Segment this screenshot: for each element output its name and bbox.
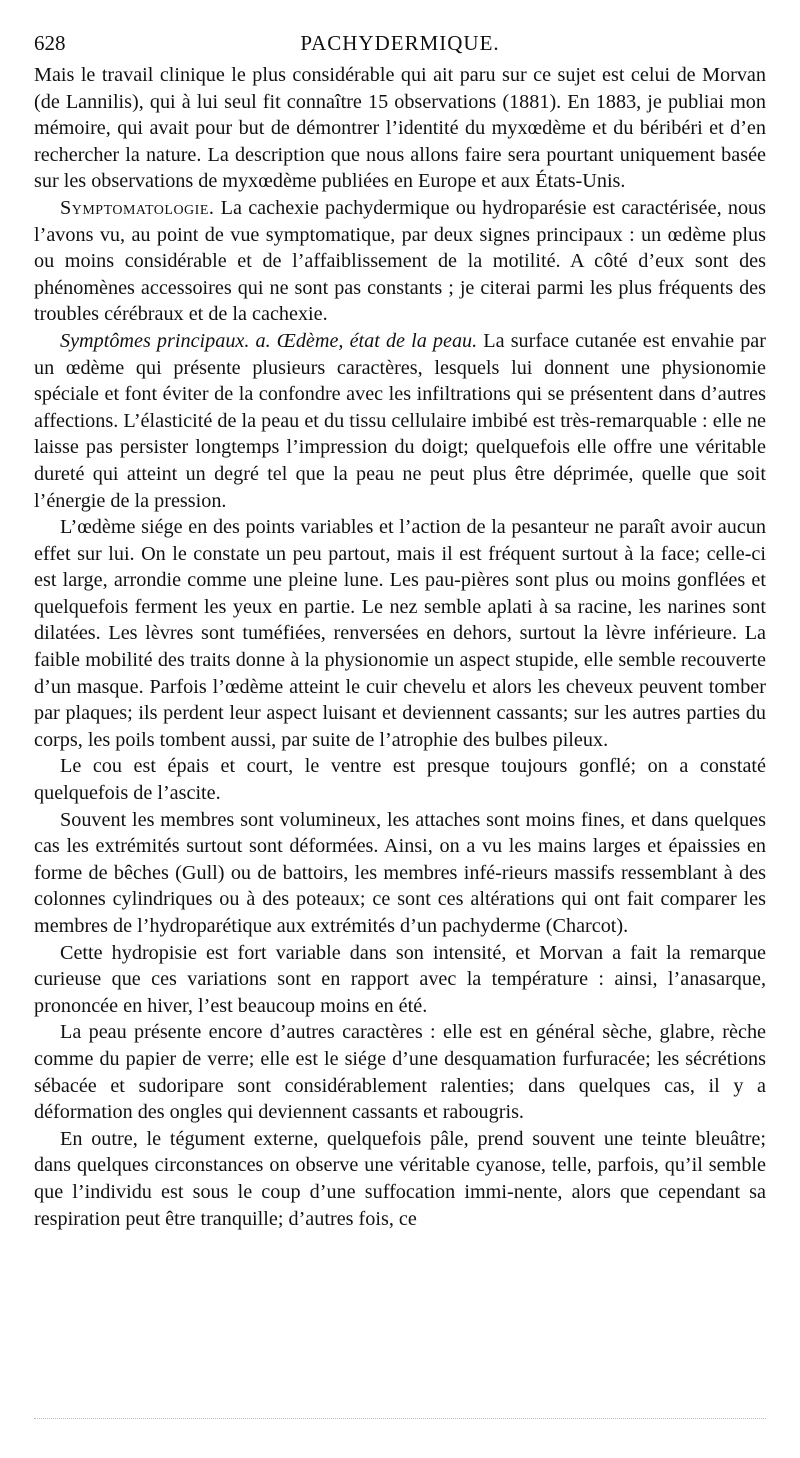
body-text [34, 62, 766, 1232]
page-number: 628 [34, 31, 66, 55]
paragraph-text: La peau présente encore d’autres caractères : elle est en général sèche, glabre, rèche comme du papier de verre; elle est le siége d’une desquamation furfuracée; les sécrétions sébacée et sudoripare sont considérablement ralenties; dans quelques cas, il y a déformation des ongles qui deviennent cassants et rabougris. [34, 1021, 766, 1124]
paragraph-text: Cette hydropisie est fort variable dans son intensité, et Morvan a fait la remarque curieuse que ces variations sont en rapport avec la température : ainsi, l’anasarque, prononcée en hiver, l’est beaucoup moins en été. [34, 941, 766, 1017]
paragraph-cou [34, 753, 766, 806]
subsection-heading-symptomes: Symptômes principaux. [60, 329, 250, 352]
section-heading-symptomatologie: Symptomatologie. [60, 196, 215, 219]
paragraph-text: La surface cutanée est envahie par un œdème qui présente plusieurs caractères, lesquels lui donnent une physionomie spéciale et font éviter de la confondre avec les infiltrations qui se présentent dans d’autres affections. L’élasticité de la peau et du tissu cellulaire imbibé est très-remarquable : elle ne laisse pas persister longtemps l’impression du doigt; quelquefois elle offre une véritable dureté qui atteint un degré tel que la peau ne peut plus être déprimée, quelle que soit l’énergie de la pression. [34, 329, 766, 512]
paragraph-text: La cachexie pachydermique ou hydroparésie est caractérisée, nous l’avons vu, au point de vue symptomatique, par deux signes principaux : un œdème plus ou moins considérable et de l’affaiblissement de la motilité. A côté d’eux sont des phénomènes accessoires qui ne sont pas constants ; je citerai parmi les plus fréquents des troubles cérébraux et de la cachexie. [34, 196, 766, 326]
paragraph-text: L’œdème siége en des points variables et l’action de la pesanteur ne paraît avoir aucun effet sur lui. On le constate un peu partout, mais il est fréquent surtout à la face; celle-ci est large, arrondie comme une pleine lune. Les pau-pières sont plus ou moins gonflées et quelquefois ferment les yeux en partie. Le nez semble aplati à sa racine, les narines sont dilatées. Les lèvres sont tuméfiées, renversées en dehors, surtout la lèvre inférieure. La faible mobilité des traits donne à la physionomie un aspect stupide, elle semble recouverte d’un masque. Parfois l’œdème atteint le cuir chevelu et alors les cheveux peuvent tomber par plaques; ils perdent leur aspect luisant et deviennent cassants; sur les autres parties du corps, les poils tombent aussi, par suite de l’atrophie des bulbes pileux. [34, 516, 766, 751]
paragraph-symptomes-principaux [34, 328, 766, 514]
page-header [34, 28, 766, 62]
paragraph-tegument [34, 1126, 766, 1232]
paragraph-text: Mais le travail clinique le plus considérable qui ait paru sur ce sujet est celui de Morvan (de Lannilis), qui à lui seul fit connaître 15 observations (1881). En 1883, je publiai mon mémoire, qui avait pour but de démontrer l’identité du myxœdème et du béribéri et d’en rechercher la nature. La description que nous allons faire sera pourtant uniquement basée sur les observations de myxœdème publiées en Europe et aux États-Unis. [34, 64, 766, 193]
footer-faint-rule [34, 1418, 766, 1419]
subsection-heading-oedeme: a. Œdème, état de la peau. [249, 329, 478, 352]
paragraph-membres [34, 807, 766, 940]
paragraph-oedeme-siege [34, 514, 766, 753]
paragraph-text: Le cou est épais et court, le ventre est presque toujours gonflé; on a constaté quelquefois de l’ascite. [34, 755, 766, 805]
document-page [34, 28, 766, 1232]
paragraph-intro [34, 62, 766, 195]
paragraph-symptomatologie [34, 195, 766, 328]
paragraph-hydropisie [34, 940, 766, 1020]
paragraph-peau [34, 1019, 766, 1125]
paragraph-text: Souvent les membres sont volumineux, les attaches sont moins fines, et dans quelques cas les extrémités surtout sont déformées. Ainsi, on a vu les mains larges et épaissies en forme de bêches (Gull) ou de battoirs, les membres infé-rieurs massifs ressemblant à des colonnes cylindriques ou à des poteaux; ce sont ces altérations qui ont fait comparer les membres de l’hydroparétique aux extrémités d’un pachyderme (Charcot). [34, 808, 766, 937]
running-title: PACHYDERMIQUE. [300, 31, 500, 55]
paragraph-text: En outre, le tégument externe, quelquefois pâle, prend souvent une teinte bleuâtre; dans quelques circonstances on observe une véritable cyanose, telle, parfois, qu’il semble que l’individu est sous le coup d’une suffocation immi-nente, alors que cependant sa respiration peut être tranquille; d’autres fois, ce [34, 1127, 766, 1230]
